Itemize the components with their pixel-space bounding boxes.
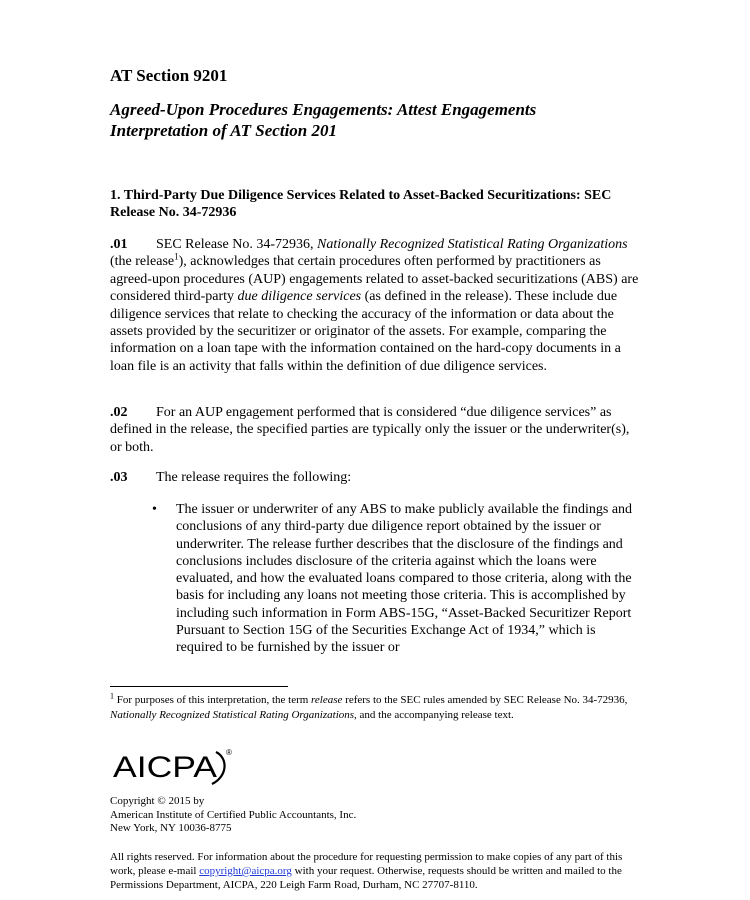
- footnote-marker: 1: [110, 691, 114, 701]
- aicpa-logo-icon: [112, 746, 236, 786]
- bullet-list: [152, 501, 640, 657]
- paragraph-number: .02: [110, 405, 128, 420]
- paragraph-number: .03: [110, 470, 128, 485]
- logo-text: AICPA: [113, 751, 217, 784]
- copyright-line: Copyright © 2015 by: [110, 795, 205, 807]
- publisher-line: American Institute of Certified Public Accountants, Inc.: [110, 808, 357, 821]
- copyright-block: [110, 795, 640, 836]
- section-heading: 1. Third-Party Due Diligence Services Related to Asset-Backed Securitizations: SEC Release No. 34-72936: [110, 188, 612, 220]
- paragraph-number: .01: [110, 237, 128, 252]
- subtitle-line-1: Agreed-Upon Procedures Engagements: Attest Engagements: [110, 100, 537, 119]
- registered-mark: ®: [226, 748, 232, 757]
- subtitle-line-2: Interpretation of AT Section 201: [110, 121, 338, 140]
- footnote-reference[interactable]: 1: [174, 251, 179, 262]
- footnote: $^1$ For purposes of this interpretation, the term release refers to the SEC rules amended by SEC Release No. 34-72936, Nationally Recognized Statistical Rating Organizations, and the accompanying release text.: [110, 691, 628, 721]
- list-item: The issuer or underwriter of any ABS to make publicly available the findings and conclusions of any third-party due diligence report obtained by the issuer or underwriter. The release further describes that the disclosure of the findings and conclusions includes disclosure of the criteria against which the loans were evaluated, and how the evaluated loans compared to those criteria, along with the basis for including any loans not meeting those criteria. This is accomplished by including such information in Form ABS-15G, “Asset-Backed Securitizer Report Pursuant to Section 15G of the Securities Exchange Act of 1934,” which is required to be furnished by the issuer or: [176, 502, 633, 656]
- footnote-divider: [110, 686, 288, 687]
- bullet-icon: •: [152, 502, 157, 517]
- document-subtitle: [110, 99, 536, 141]
- rights-statement: All rights reserved. For information about the procedure for requesting permission to make copies of any part of this work, please e-mail copyright@aicpa.org with your request. Otherwise, requests should be written and mailed to the Permissions Department, AICPA, 220 Leigh Farm Road, Durham, NC 27707-8110.: [110, 851, 623, 891]
- address-line: New York, NY 10036-8775: [110, 822, 232, 835]
- paragraph-01: .01 SEC Release No. 34-72936, Nationally Recognized Statistical Rating Organizations (the release$^1$), acknowledges that certain procedures often performed by practitioners as agreed-upon procedures (AUP) engagements related to asset-backed securitizations (ABS) are considered third-party due diligence services (as defined in the release). These include due diligence services that relate to checking the accuracy of the information or data about the assets provided by the securitizer or originator of the assets. For example, comparing the information on a loan tape with the information contained on the hard-copy documents in a loan file is an activity that falls within the definition of due diligence services.: [110, 237, 639, 374]
- paragraph-02: .02 For an AUP engagement performed that is considered “due diligence services” as defined in the release, the specified parties are typically only the issuer or the underwriter(s), or both.: [110, 405, 630, 455]
- document-title: AT Section 9201: [110, 66, 228, 85]
- copyright-email-link[interactable]: copyright@aicpa.org: [199, 864, 292, 877]
- paragraph-03: .03 The release requires the following:: [110, 470, 352, 485]
